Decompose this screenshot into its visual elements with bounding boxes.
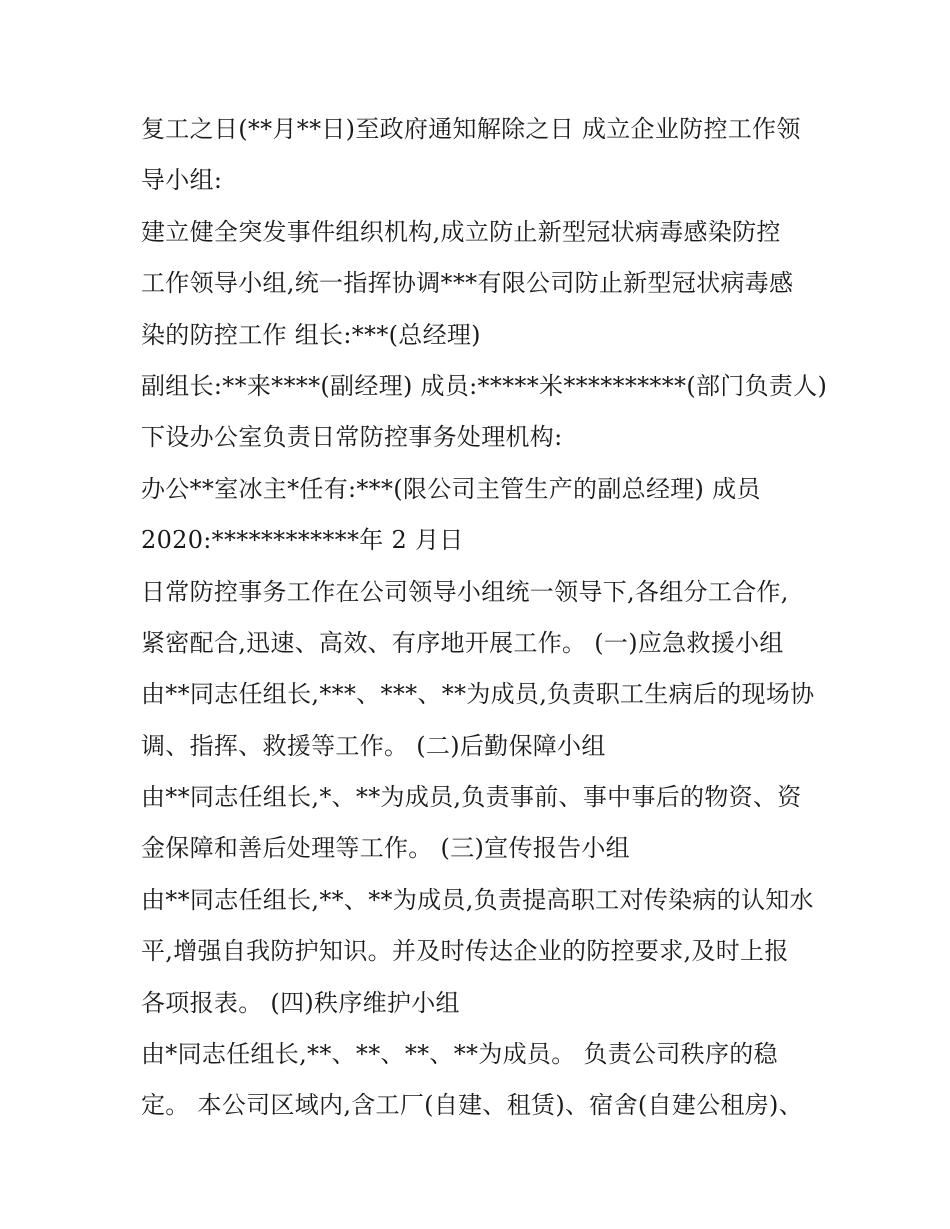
text-line: 由**同志任组长,*、**为成员,负责事前、事中事后的物资、资 [141, 783, 802, 812]
text-line: 副组长:**来****(副经理) 成员:*****米**********(部门负责人) [141, 371, 828, 400]
text-line: 日常防控事务工作在公司领导小组统一领导下,各组分工合作, [141, 577, 789, 606]
text-line: 由**同志任组长,***、***、**为成员,负责职工生病后的现场协 [141, 680, 815, 709]
text-line: 2020:************年 2 月日 [141, 526, 464, 555]
document-body [141, 104, 841, 1132]
text-line: 下设办公室负责日常防控事务处理机构: [141, 423, 563, 452]
text-line: 调、指挥、救援等工作。 (二)后勤保障小组 [141, 731, 606, 760]
text-line: 复工之日(**月**日)至政府通知解除之日 成立企业防控工作领 [141, 115, 801, 143]
text-line: 办公**室冰主*任有:***(限公司主管生产的副总经理) 成员 [141, 474, 761, 503]
text-line: 紧密配合,迅速、高效、有序地开展工作。 (一)应急救援小组 [141, 628, 784, 657]
text-line: 由*同志任组长,**、**、**、**为成员。 负责公司秩序的稳 [141, 1040, 778, 1069]
text-line: 建立健全突发事件组织机构,成立防止新型冠状病毒感染防控 [141, 217, 781, 246]
text-line: 工作领导小组,统一指挥协调***有限公司防止新型冠状病毒感 [141, 269, 794, 298]
text-line: 导小组: [141, 166, 223, 195]
text-line: 金保障和善后处理等工作。 (三)宣传报告小组 [141, 834, 630, 863]
text-line: 平,增强自我防护知识。并及时传达企业的防控要求,及时上报 [141, 937, 789, 966]
text-line: 染的防控工作 组长:***(总经理) [141, 320, 481, 349]
text-line: 各项报表。 (四)秩序维护小组 [141, 988, 460, 1017]
text-line: 定。 本公司区域内,含工厂(自建、租赁)、宿舍(自建公租房)、 [141, 1091, 804, 1120]
text-line: 由**同志任组长,**、**为成员,负责提高职工对传染病的认知水 [141, 885, 814, 914]
